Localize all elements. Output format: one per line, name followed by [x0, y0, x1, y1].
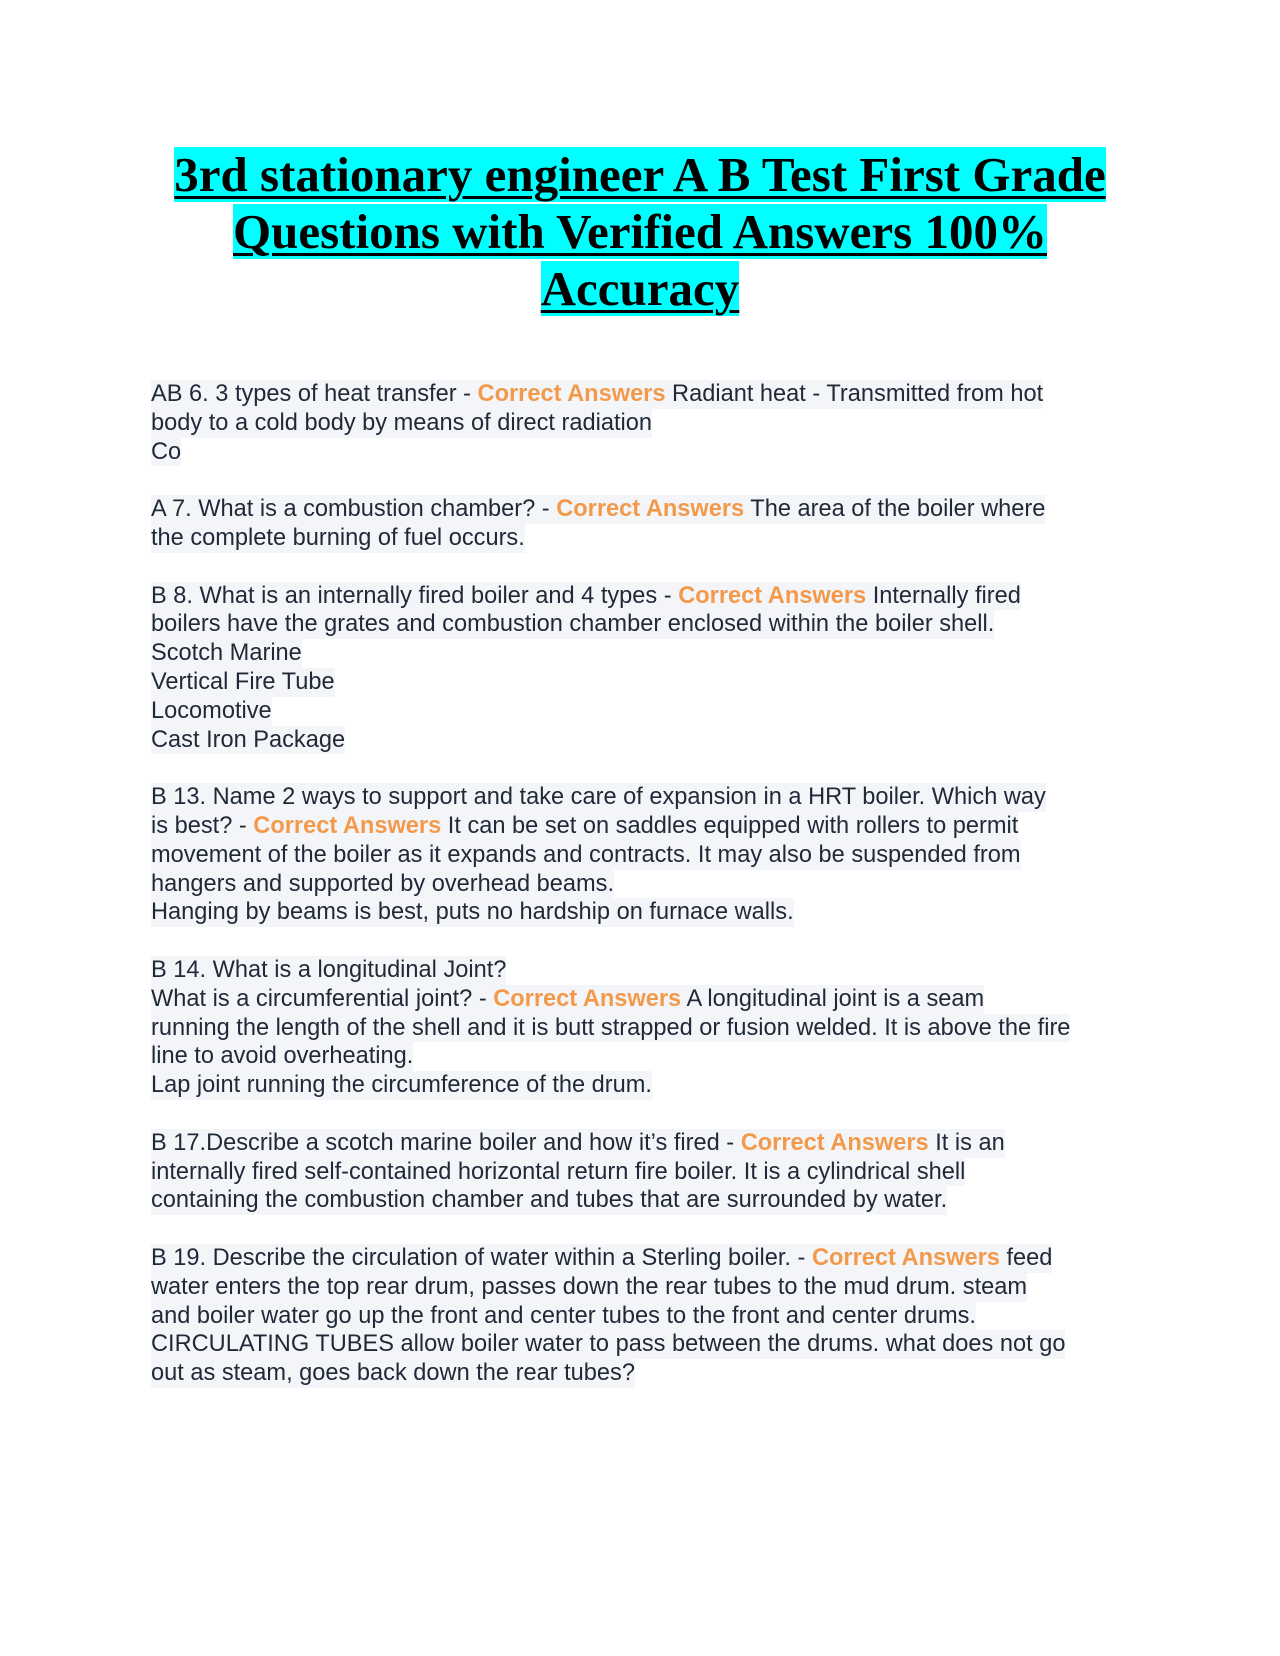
qa-text-segment: running the length of the shell and it is butt strapped or fusion welded. It is above the fire: [151, 1014, 1071, 1041]
qa-text-line: [151, 610, 994, 639]
qa-text-line: [151, 841, 1021, 870]
qa-text-segment: out as steam, goes back down the rear tubes?: [151, 1360, 635, 1387]
qa-item: [151, 1244, 1151, 1388]
qa-text-segment: body to a cold body by means of direct radiation: [151, 409, 653, 436]
qa-text-segment: Scotch Marine: [151, 640, 302, 667]
qa-text-segment: internally fired self-contained horizontal return fire boiler. It is a cylindrical shell: [151, 1158, 966, 1185]
qa-text-segment: It can be set on saddles equipped with rollers to permit: [441, 812, 1019, 839]
qa-text-segment: is best? -: [151, 812, 254, 839]
qa-text-segment: feed: [999, 1244, 1053, 1271]
qa-text-line: [151, 726, 345, 755]
qa-text-line: [151, 1129, 1005, 1158]
qa-text-line: [151, 1330, 1065, 1359]
qa-text-line: [151, 812, 1018, 841]
qa-text-segment: B 13. Name 2 ways to support and take care of expansion in a HRT boiler. Which way: [151, 784, 1046, 811]
correct-answers-label: Correct Answers: [477, 381, 666, 407]
qa-text-line: [151, 985, 984, 1014]
correct-answers-label: Correct Answers: [493, 985, 682, 1012]
qa-text-line: [151, 639, 302, 668]
qa-text-line: [151, 1186, 947, 1215]
qa-text-line: [151, 870, 614, 899]
qa-text-segment: B 8. What is an internally fired boiler and 4 types -: [151, 582, 679, 609]
correct-answers-label: Correct Answers: [811, 1244, 1000, 1271]
qa-text-segment: hangers and supported by overhead beams.: [151, 870, 615, 897]
qa-item: [151, 956, 1151, 1100]
qa-text-segment: Co: [151, 438, 182, 465]
qa-item: [151, 1129, 1151, 1215]
qa-text-segment: Locomotive: [151, 697, 272, 724]
qa-text-line: [151, 1302, 976, 1331]
qa-text-line: [151, 1359, 635, 1388]
qa-text-line: [151, 783, 1046, 812]
qa-text-segment: containing the combustion chamber and tubes that are surrounded by water.: [151, 1187, 948, 1214]
correct-answers-label: Correct Answers: [740, 1129, 929, 1156]
qa-text-segment: Radiant heat - Transmitted from hot: [665, 381, 1044, 407]
qa-text-segment: water enters the top rear drum, passes down the rear tubes to the mud drum. steam: [151, 1273, 1028, 1300]
qa-item: [151, 495, 1151, 553]
qa-text-line: [151, 524, 525, 553]
correct-answers-label: Correct Answers: [556, 496, 745, 523]
qa-text-line: [151, 898, 794, 927]
qa-text-segment: the complete burning of fuel occurs.: [151, 524, 525, 551]
qa-text-segment: AB 6. 3 types of heat transfer -: [151, 381, 478, 407]
qa-text-segment: It is an: [928, 1129, 1005, 1156]
qa-text-segment: Lap joint running the circumference of the drum.: [151, 1072, 652, 1099]
qa-text-segment: A longitudinal joint is a seam: [681, 985, 985, 1012]
qa-text-line: [151, 697, 272, 726]
correct-answers-label: Correct Answers: [678, 582, 867, 609]
qa-text-segment: B 14. What is a longitudinal Joint?: [151, 956, 507, 983]
qa-text-line: [151, 668, 335, 697]
qa-text-line: [151, 380, 1043, 409]
qa-text-segment: A 7. What is a combustion chamber? -: [151, 496, 557, 523]
qa-text-line: [151, 1042, 413, 1071]
qa-text-line: [151, 956, 506, 985]
qa-text-segment: boilers have the grates and combustion chamber enclosed within the boiler shell.: [151, 611, 995, 638]
qa-text-segment: and boiler water go up the front and center tubes to the front and center drums.: [151, 1302, 976, 1329]
qa-text-line: [151, 1273, 1027, 1302]
qa-text-line: [151, 1244, 1052, 1273]
qa-text-line: [151, 1014, 1070, 1043]
qa-text-line: [151, 495, 1045, 524]
qa-text-segment: B 19. Describe the circulation of water within a Sterling boiler. -: [151, 1244, 812, 1271]
qa-text-segment: B 17.Describe a scotch marine boiler and how it’s fired -: [151, 1129, 741, 1156]
qa-item: [151, 783, 1151, 927]
qa-text-segment: Cast Iron Package: [151, 726, 346, 753]
correct-answers-label: Correct Answers: [253, 812, 442, 839]
title-line: Questions with Verified Answers 100%: [232, 204, 1047, 259]
qa-list: [151, 380, 1151, 1417]
qa-text-segment: movement of the boiler as it expands and contracts. It may also be suspended from: [151, 841, 1021, 868]
qa-text-line: [151, 582, 1021, 611]
qa-text-segment: The area of the boiler where: [744, 496, 1046, 523]
qa-text-line: [151, 409, 652, 438]
qa-text-segment: What is a circumferential joint? -: [151, 985, 494, 1012]
qa-item: [151, 582, 1151, 755]
document-title: [150, 146, 1130, 317]
qa-text-segment: Hanging by beams is best, puts no hardship on furnace walls.: [151, 899, 794, 926]
qa-item: [151, 380, 1151, 466]
title-line: Accuracy: [540, 261, 740, 316]
qa-text-segment: Internally fired: [866, 582, 1021, 609]
qa-text-segment: CIRCULATING TUBES allow boiler water to pass between the drums. what does not go: [151, 1331, 1066, 1358]
qa-text-segment: Vertical Fire Tube: [151, 668, 335, 695]
qa-text-line: [151, 438, 181, 467]
qa-text-line: [151, 1071, 652, 1100]
title-line: 3rd stationary engineer A B Test First Grade: [174, 147, 1106, 202]
qa-text-segment: line to avoid overheating.: [151, 1043, 414, 1070]
qa-text-line: [151, 1158, 965, 1187]
